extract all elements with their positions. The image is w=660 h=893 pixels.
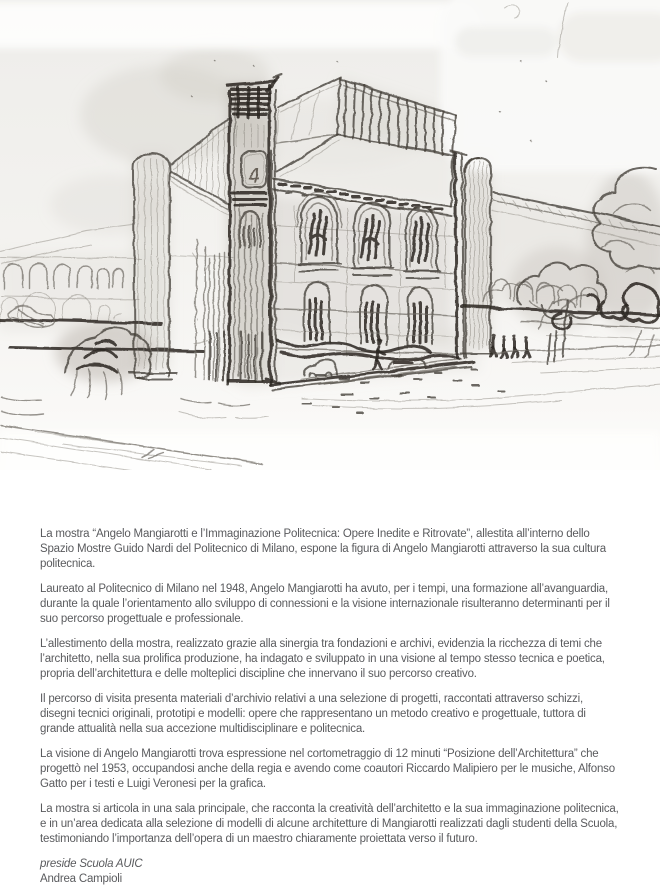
paragraph-cortometraggio: La visione di Angelo Mangiarotti trova espressione nel cortometraggio di 12 minuti “Posizione dell’Architettura” che progettò nel 1953, occupandosi anche della regia e avendo come coautori Riccardo Malipiero per le musiche, Alfonso Gatto per i testi e Luigi Veronesi per la grafica. — [40, 748, 615, 790]
paragraph-sala: La mostra si articola in una sala principale, che racconta la creatività dell’architetto e la sua immaginazione politecnica, e in un’area dedicata alla selezione di modelli di alcune architetture di Mangiarotti realizzati dagli studenti della Scuola, testimoniando l’importanza dell’opera di un maestro chiaramente proiettata verso il futuro. — [40, 803, 619, 845]
signature-role: preside Scuola AUIC — [40, 858, 143, 870]
paragraph-percorso: Il percorso di visita presenta materiali d’archivio relativi a una selezione di progetti, raccontati attraverso schizzi, disegni tecnici originali, prototipi e modelli: opere che rappresentano un metodo creativo e progettuale, tuttora di grande attualità nella sua accezione multidisciplinare e politecnica. — [40, 693, 586, 735]
signature-name: Andrea Campioli — [40, 873, 123, 885]
signature-block — [40, 857, 620, 887]
article-body — [0, 470, 660, 887]
paragraph-intro: La mostra “Angelo Mangiarotti e l’Immaginazione Politecnica: Opere Inedite e Ritrovate”, allestita all’interno dello Spazio Mostre Guido Nardi del Politecnico di Milano, espone la figura di Angelo Mangiarotti attraverso la sua cultura politecnica. — [40, 528, 606, 570]
tower-sign-number: 4 — [245, 162, 261, 188]
paragraph-education: Laureato al Politecnico di Milano nel 1948, Angelo Mangiarotti ha avuto, per i tempi, una formazione all’avanguardia, durante la quale l’orientamento allo sviluppo di connessioni e la visione internazionale risulteranno determinanti per il suo percorso progettuale e professionale. — [40, 583, 610, 625]
paragraph-allestimento: L’allestimento della mostra, realizzato grazie alla sinergia tra fondazioni e archivi, evidenzia la ricchezza di temi che l’architetto, nella sua prolifica produzione, ha indagato e sviluppato in una visione al tempo stesso tecnica e poetica, propria dell’architettura e delle molteplici discipline che innervano il suo percorso creativo. — [40, 638, 605, 680]
